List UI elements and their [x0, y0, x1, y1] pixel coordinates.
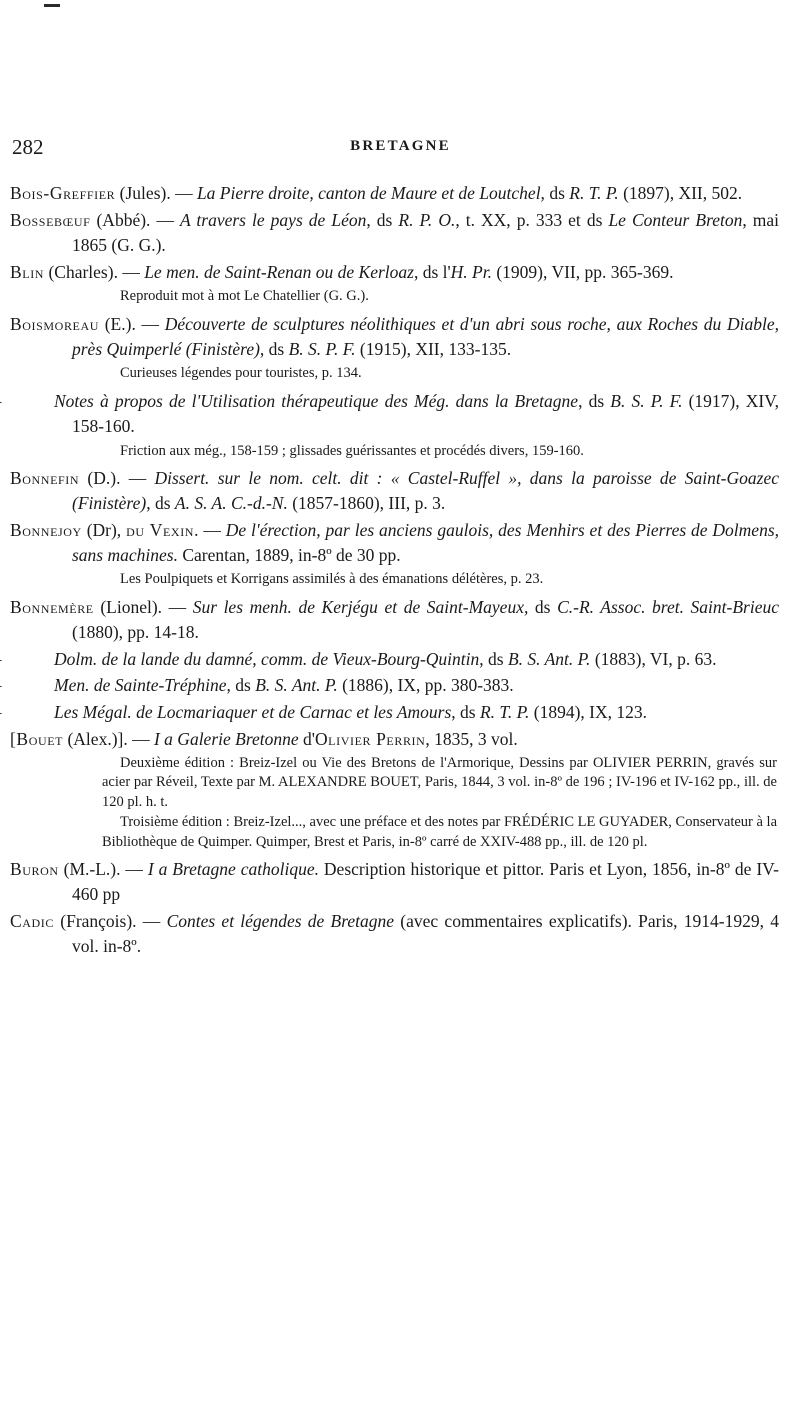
entry-reference-detail: (avec commentaires explicatifs). Paris, 1914-1929, 4 vol. in-8º.: [72, 910, 779, 956]
entry-reference-detail: (1909), VII, pp. 365-369.: [491, 261, 674, 282]
entry-reference-detail: (1915), XII, 133-135.: [355, 338, 512, 359]
entry-reference: R. T. P.: [479, 702, 530, 723]
entry-connector: , ds: [146, 492, 175, 513]
entry-author-detail: (François). —: [54, 910, 167, 931]
entry-connector: ds: [544, 183, 570, 203]
bibliography-entry: [10, 260, 783, 285]
entry-title: Le men. de Saint-Renan ou de Kerloaz: [144, 261, 414, 282]
entry-author-detail-2: . —: [194, 519, 226, 540]
entry-title: De l'érection, par les anciens gaulois, des Menhirs et des Pierres de Dolmens, sans machines.: [72, 519, 780, 565]
entry-reference-detail: Carentan, 1889, in-8º de 30 pp.: [177, 544, 401, 565]
entry-note: Friction aux még., 158-159 ; glissades guérissantes et procédés divers, 159-160.: [120, 442, 584, 459]
entry-author: Bonnefin: [10, 468, 80, 489]
entry-title: Découverte de sculptures néolithiques et d'un abri sous roche, aux Roches du Diable, près Quimperlé (Finistère): [72, 313, 779, 359]
entry-connector: , ds: [578, 390, 611, 411]
entry-author: Boismoreau: [10, 313, 100, 334]
entry-author-2: du Vexin: [126, 519, 195, 540]
entry-dash: [28, 673, 54, 698]
bibliography-entry: [10, 909, 783, 959]
entry-contributor: Olivier Perrin: [314, 729, 426, 750]
entry-connector: , ds: [366, 209, 399, 230]
entry-reference-detail: (1886), IX, pp. 380-383.: [337, 675, 514, 696]
entry-author-detail: (E.). —: [99, 313, 165, 334]
entry-title: I a Bretagne catholique.: [147, 858, 319, 879]
entry-author-detail: (D.). —: [79, 468, 155, 489]
entry-connector: , ds: [226, 675, 256, 696]
page-header: [0, 135, 791, 165]
entry-note: Reproduit mot à mot Le Chatellier (G. G.).: [120, 288, 369, 305]
bibliography-entry: [10, 312, 783, 362]
entry-connector: , ds: [479, 648, 508, 669]
entry-dash: [28, 389, 54, 414]
bibliography-entry: [10, 727, 783, 752]
entry-author-detail: (Abbé). —: [90, 209, 180, 230]
entry-reference: B. S. P. F.: [288, 338, 356, 359]
bibliography-entry: [10, 208, 783, 258]
entry-title: La Pierre droite, canton de Maure et de Loutchel,: [196, 183, 545, 203]
entry-author-detail: (Lionel). —: [93, 596, 193, 617]
entry-author: Blin: [10, 261, 45, 282]
entry-reference-detail: (1880), pp. 14-18.: [72, 621, 199, 642]
entry-author-detail: (Jules). —: [115, 183, 197, 203]
entry-author-detail: (Charles). —: [44, 261, 145, 282]
entry-author: [Bouet: [10, 729, 64, 750]
entry-note: Curieuses légendes pour touristes, p. 134.: [120, 365, 362, 382]
entry-author: Bonnemère: [10, 596, 94, 617]
entry-reference: R. T. P.: [569, 183, 619, 203]
bibliography-entry: [10, 857, 783, 907]
bibliography-entry: [10, 389, 783, 439]
entry-title: Contes et légendes de Bretagne: [166, 910, 395, 931]
entry-connector: , ds: [259, 338, 289, 359]
entry-title: Notes à propos de l'Utilisation thérapeutique des Még. dans la Bretagne: [54, 390, 579, 411]
entry-note: Troisième édition : Breiz-Izel..., avec une préface et des notes par FRÉDÉRIC LE GUYADER, Conservateur à la Bibliothèque de Quimper. Quimper, Brest et Paris, in-8º carré de XXIV-488 pp., ill. de 120 pl.: [102, 814, 778, 850]
entry-note: Les Poulpiquets et Korrigans assimilés à des émanations délétères, p. 23.: [120, 571, 544, 588]
entry-reference-detail: , 1835, 3 vol.: [425, 729, 518, 750]
bibliography-entry: [10, 518, 783, 568]
entry-reference-detail: (1883), VI, p. 63.: [590, 648, 717, 669]
entry-author-detail: (Dr),: [81, 519, 127, 540]
entry-connector: ds: [528, 596, 558, 617]
entry-reference-detail: (1857-1860), III, p. 3.: [287, 492, 446, 513]
entry-reference-detail: (1894), IX, 123.: [529, 702, 648, 723]
bibliography-entry: [10, 700, 783, 725]
entry-connector: , ds: [451, 702, 480, 723]
entry-reference: H. Pr.: [450, 261, 492, 282]
running-head: BRETAGNE: [350, 138, 451, 154]
entry-author: Bonnejoy: [10, 519, 82, 540]
entry-reference: A. S. A. C.-d.-N.: [174, 492, 288, 513]
entry-author-detail: (M.-L.). —: [58, 858, 148, 879]
bibliography-entry: [10, 673, 783, 698]
page-number: 282: [12, 135, 44, 159]
entry-note: Deuxième édition : Breiz-Izel ou Vie des Bretons de l'Armorique, Dessins par OLIVIER PERRIN, gravés sur acier par Réveil, Texte par M. ALEXANDRE BOUET, Paris, 1844, 3 vol. in-8º de 196 ; IV-196 et IV-162 pp., ill. de 120 pl. h. t.: [102, 754, 777, 810]
entry-title: Sur les menh. de Kerjégu et de Saint-Mayeux,: [192, 596, 529, 617]
entry-title: Dissert. sur le nom. celt. dit : « Castel-Ruffel », dans la paroisse de Saint-Goazec (Finistère): [72, 468, 779, 513]
entry-title: A travers le pays de Léon: [179, 209, 367, 230]
entry-title: Les Mégal. de Locmariaquer et de Carnac et les Amours: [54, 702, 452, 723]
entry-reference: R. P. O.: [398, 209, 456, 230]
entry-connector: , ds l': [413, 261, 451, 282]
entry-author: Cadic: [10, 910, 55, 931]
entry-title: Men. de Sainte-Tréphine: [54, 675, 227, 696]
entry-author: Bossebœuf: [10, 209, 91, 230]
bibliography-entry: [10, 181, 783, 206]
entry-reference-detail: (1897), XII, 502.: [618, 183, 743, 203]
bibliography-entry: [10, 595, 783, 645]
entry-title: I a Galerie Bretonne: [153, 729, 299, 750]
entry-reference-detail-2: , mai 1865 (G. G.).: [72, 209, 780, 255]
entry-author: Bois-Greffier: [10, 183, 116, 203]
entry-reference: B. S. Ant. P.: [255, 675, 338, 696]
entry-title: Dolm. de la lande du damné, comm. de Vieux-Bourg-Quintin: [54, 648, 480, 669]
entry-author: Buron: [10, 858, 59, 879]
entry-reference: C.-R. Assoc. bret. Saint-Brieuc: [557, 596, 779, 617]
bibliography-list: [0, 181, 791, 958]
entry-author-detail: (Alex.)]. —: [63, 729, 154, 750]
entry-reference-2: Le Conteur Breton: [608, 209, 743, 230]
entry-reference-detail: Description historique et pittor. Paris et Lyon, 1856, in-8º de IV-460 pp: [72, 858, 780, 904]
entry-connector: d': [298, 729, 315, 750]
entry-reference-detail: (1917), XIV, 158-160.: [72, 390, 779, 436]
bibliography-entry: [10, 466, 783, 516]
entry-dash: [28, 700, 54, 725]
entry-reference-detail: , t. XX, p. 333 et ds: [455, 209, 609, 230]
entry-reference: B. S. Ant. P.: [507, 648, 591, 669]
entry-dash: [28, 647, 54, 672]
bibliography-entry: [10, 647, 783, 672]
entry-reference: B. S. P. F.: [610, 390, 683, 411]
